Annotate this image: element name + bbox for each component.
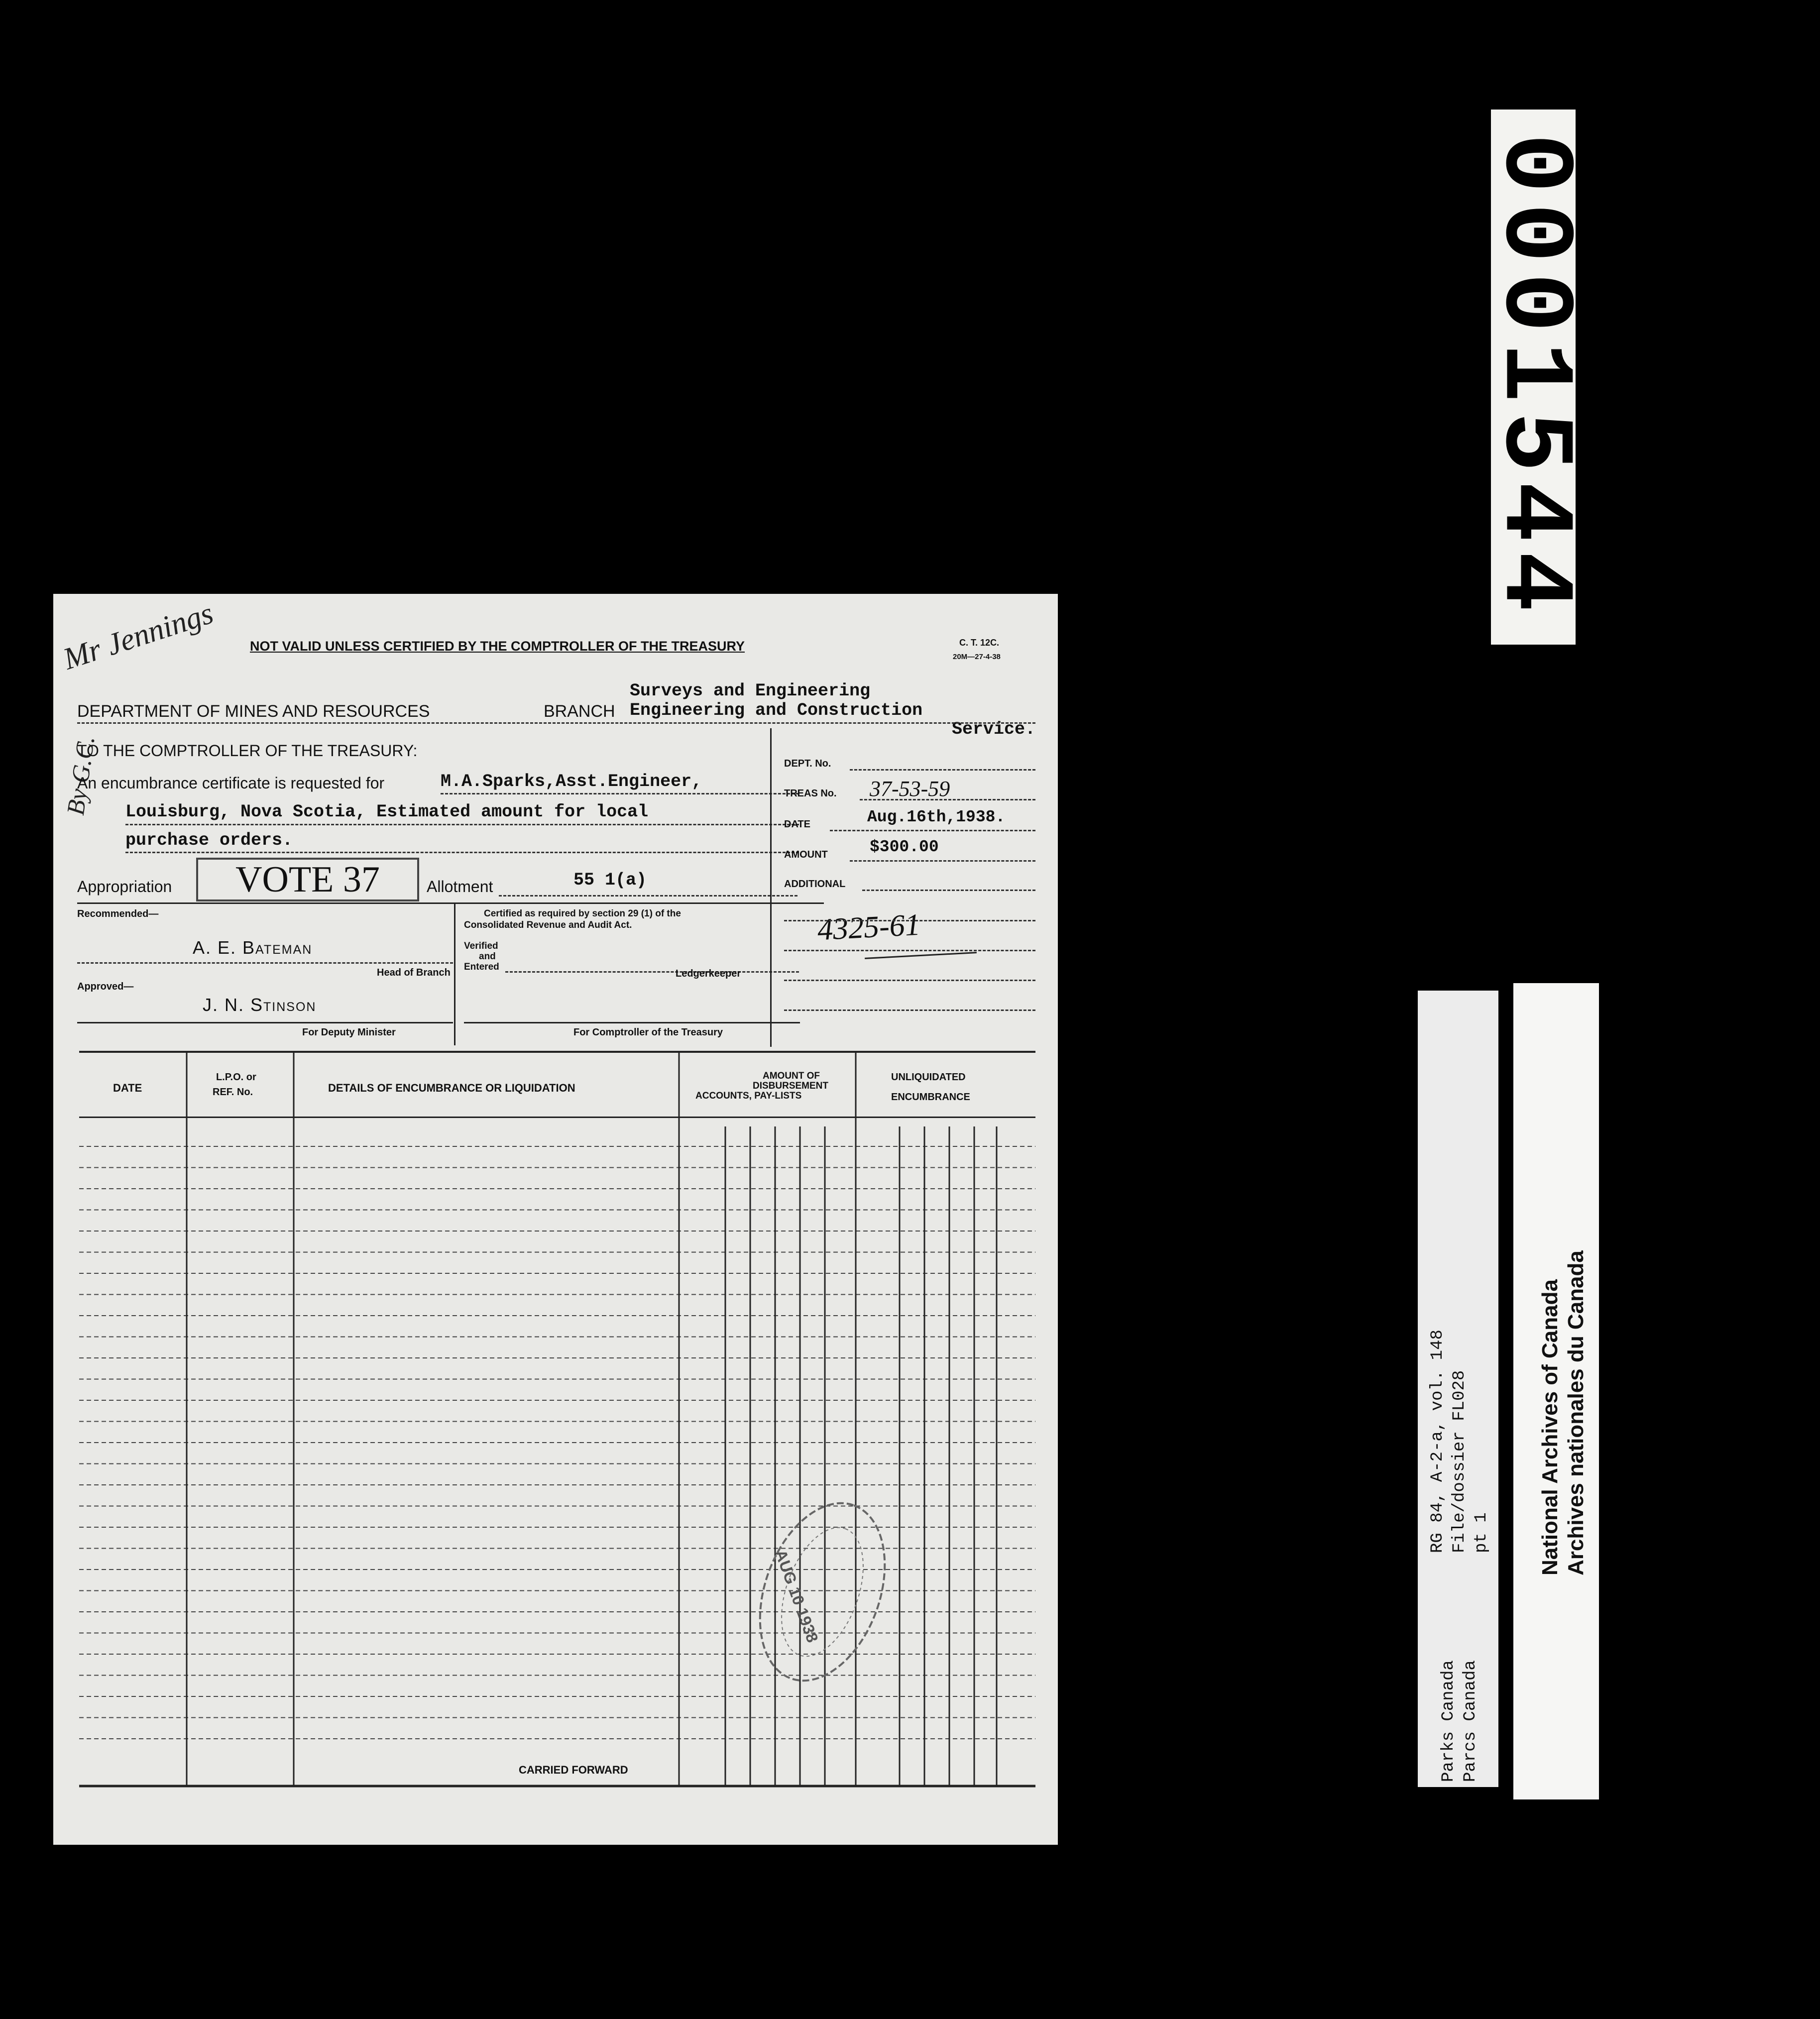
certified-text-2: Consolidated Revenue and Audit Act. xyxy=(464,920,632,930)
col-lpo-header-2: REF. No. xyxy=(213,1087,253,1098)
ledger-grid xyxy=(53,594,1058,1845)
form-header: NOT VALID UNLESS CERTIFIED BY THE COMPTROLLER OF THE TREASURY xyxy=(250,639,745,654)
recommended-label: Recommended— xyxy=(77,908,159,919)
handwritten-margin-note: By G.C. xyxy=(61,734,100,817)
reference-line-1: RG 84, A-2-a, vol. 148 xyxy=(1428,1330,1447,1553)
col-amount-header-1: AMOUNT OF xyxy=(763,1071,820,1081)
stamp-date: AUG 10 1938 xyxy=(771,1547,822,1645)
approved-signature: J. N. Stinson xyxy=(203,995,317,1015)
for-comptroller-label: For Comptroller of the Treasury xyxy=(573,1027,723,1038)
treas-no-label: TREAS No. xyxy=(784,788,837,799)
reel-number-strip xyxy=(1477,110,1590,645)
col-unliquidated-header-2: ENCUMBRANCE xyxy=(891,1092,970,1103)
vote-stamp: VOTE 37 xyxy=(196,858,419,901)
verified-label: Verified xyxy=(464,941,498,951)
request-prefix: An encumbrance certificate is requested for xyxy=(77,774,385,792)
allotment-value: 55 1(a) xyxy=(573,870,647,890)
carried-forward-label: CARRIED FORWARD xyxy=(519,1764,628,1776)
archives-label xyxy=(1513,983,1599,1799)
col-amount-header-2: DISBURSEMENT xyxy=(753,1081,829,1091)
reel-number: 0001544 xyxy=(1477,133,1590,621)
treas-no-value: 37-53-59 xyxy=(870,777,950,801)
recommended-signature: A. E. Bateman xyxy=(193,937,313,958)
col-unliquidated-header-1: UNLIQUIDATED xyxy=(891,1072,966,1083)
entered-label: Entered xyxy=(464,962,499,972)
head-of-branch-label: Head of Branch xyxy=(377,967,451,978)
owner-line-1: Parks Canada xyxy=(1439,1660,1458,1782)
form-print-code: 20M—27-4-38 xyxy=(953,653,1001,661)
encumbrance-certificate-form xyxy=(53,594,1058,1845)
appropriation-label: Appropriation xyxy=(77,878,172,896)
reference-line-2: File/dossier FL028 xyxy=(1450,1370,1469,1553)
date-label: DATE xyxy=(784,819,810,830)
handwritten-initials: Mr Jennings xyxy=(59,596,218,676)
dept-no-label: DEPT. No. xyxy=(784,758,831,769)
department-label: DEPARTMENT OF MINES AND RESOURCES xyxy=(77,702,430,721)
received-stamp xyxy=(737,1486,908,1698)
branch-value-line-3: Service. xyxy=(952,719,1036,739)
col-details-header: DETAILS OF ENCUMBRANCE OR LIQUIDATION xyxy=(328,1082,575,1094)
archive-reference-label xyxy=(1418,991,1498,1787)
ledgerkeeper-label: Ledgerkeeper xyxy=(676,968,741,979)
owner-line-2: Parcs Canada xyxy=(1461,1660,1480,1782)
col-amount-header-3: ACCOUNTS, PAY-LISTS xyxy=(695,1091,802,1101)
allotment-label: Allotment xyxy=(427,878,493,896)
date-value: Aug.16th,1938. xyxy=(867,808,1006,826)
amount-label: AMOUNT xyxy=(784,849,828,860)
request-line-2: Louisburg, Nova Scotia, Estimated amount for local xyxy=(125,802,649,822)
col-date-header: DATE xyxy=(113,1082,142,1094)
archives-french: Archives nationales du Canada xyxy=(1564,1250,1588,1575)
for-deputy-label: For Deputy Minister xyxy=(302,1027,396,1038)
amount-value: $300.00 xyxy=(870,838,939,856)
branch-label: BRANCH xyxy=(544,702,615,721)
handwritten-number: 4325-61 xyxy=(816,907,921,947)
branch-value-line-2: Engineering and Construction xyxy=(630,700,923,720)
certified-text-1: Certified as required by section 29 (1) of the xyxy=(484,908,681,919)
branch-value-line-1: Surveys and Engineering xyxy=(630,681,871,701)
request-line-1: M.A.Sparks,Asst.Engineer, xyxy=(441,772,702,791)
reference-line-3: pt 1 xyxy=(1472,1512,1491,1553)
archives-english: National Archives of Canada xyxy=(1538,1279,1562,1575)
form-code: C. T. 12C. xyxy=(959,638,1000,648)
additional-label: ADDITIONAL xyxy=(784,879,846,890)
col-lpo-header-1: L.P.O. or xyxy=(216,1072,256,1083)
request-line-3: purchase orders. xyxy=(125,830,293,850)
to-comptroller-line: TO THE COMPTROLLER OF THE TREASURY: xyxy=(77,742,418,760)
approved-label: Approved— xyxy=(77,981,134,992)
verified-and: and xyxy=(479,951,496,962)
